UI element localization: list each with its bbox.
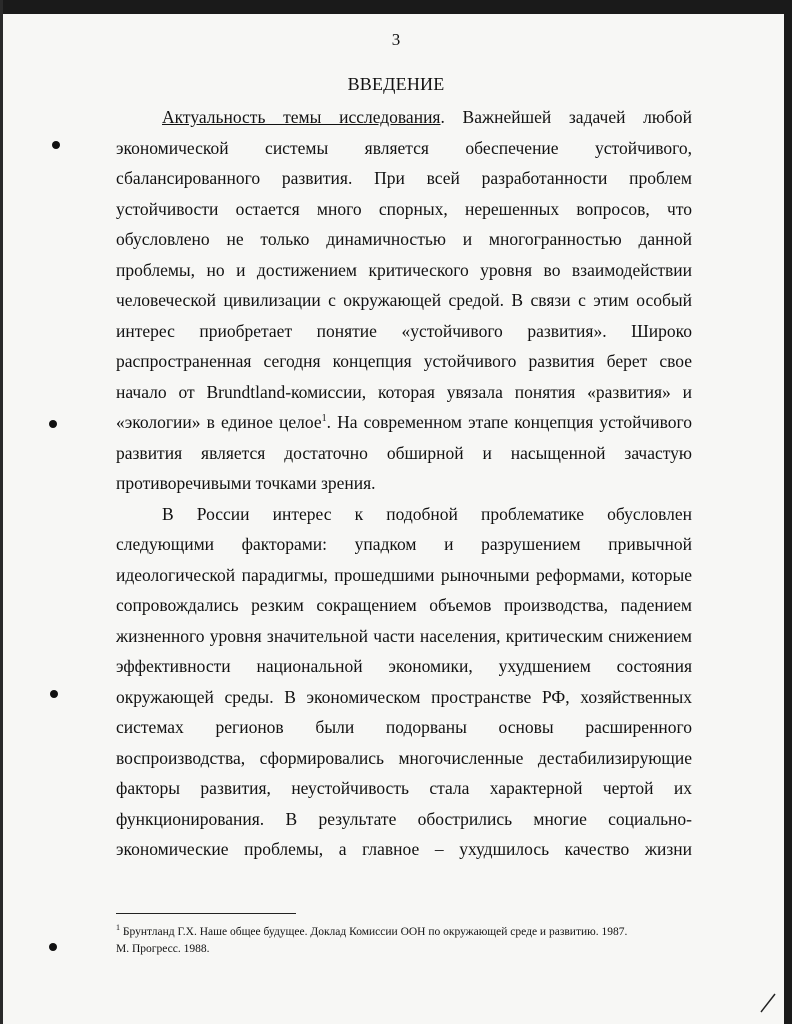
paragraph-2-line: факторы развития, неустойчивость стала характерной чертой их [116, 778, 692, 798]
paragraph-2-line: эффективности национальной экономики, ухудшением состояния [116, 656, 692, 676]
footnote-number: 1 [116, 923, 120, 932]
section-heading: ВВЕДЕНИЕ [347, 74, 445, 94]
punch-hole-mark [52, 141, 60, 149]
paragraph-2-line: окружающей среды. В экономическом пространстве РФ, хозяйственных [116, 686, 692, 707]
paragraph-2-line: В России интерес к подобной проблематике обусловлен [162, 503, 692, 524]
paragraph-1-line: противоречивыми точками зрения. [116, 473, 376, 493]
punch-hole-mark [49, 420, 57, 428]
paragraph-1-line: экономической системы является обеспечение устойчивого, [116, 137, 692, 158]
paragraph-1-line: сбалансированного развития. При всей разработанности проблем [116, 168, 692, 188]
footnote-reference[interactable]: 1 [321, 413, 327, 424]
paragraph-2-line: функционирования. В результате обострились многие социально- [116, 808, 692, 829]
paragraph-1-line: распространенная сегодня концепция устойчивого развития берет свое [116, 351, 692, 371]
paragraph-1-line: обусловлено не только динамичностью и многогранностью данной [116, 229, 692, 249]
topic-relevance-label: Актуальность темы исследования [162, 107, 441, 127]
paragraph-2-line: воспроизводства, сформировались многочисленные дестабилизирующие [116, 747, 692, 768]
footnote-line: М. Прогресс. 1988. [116, 943, 210, 955]
scan-corner-mark [758, 992, 778, 1014]
scan-border-right [784, 0, 792, 1024]
scan-border-top [0, 0, 792, 14]
paragraph-2-line: сопровождались резким сокращением объемов производства, падением [116, 595, 692, 615]
page-number: 3 [391, 30, 401, 49]
scan-border-left [0, 0, 3, 1024]
paragraph-1-line: Актуальность темы исследования. Важнейшей задачей любой [162, 107, 693, 127]
paragraph-1-line: начало от Brundtland-комиссии, которая увязала понятия «развития» и [116, 381, 692, 402]
footnote-line: $^1$ Брунтланд Г.Х. Наше общее будущее. Доклад Комиссии ООН по окружающей среде и развитию. 1987. [116, 923, 628, 938]
paragraph-2-line: следующими факторами: упадком и разрушением привычной [116, 534, 692, 554]
punch-hole-mark [50, 690, 58, 698]
footnote-divider [116, 913, 296, 914]
paragraph-1-line: интерес приобретает понятие «устойчивого развития». Широко [116, 320, 692, 341]
paragraph-2-line: жизненного уровня значительной части населения, критическим снижением [116, 625, 692, 646]
punch-hole-mark [49, 943, 57, 951]
paragraph-2-line: экономические проблемы, а главное – ухудшилось качество жизни [116, 839, 692, 859]
paragraph-1-line: проблемы, но и достижением критического уровня во взаимодействии [116, 259, 692, 280]
paragraph-1-line: устойчивости остается много спорных, нерешенных вопросов, что [116, 198, 692, 219]
paragraph-2-line: идеологической парадигмы, прошедшими рыночными реформами, которые [116, 564, 692, 585]
paragraph-1-line: развития является достаточно обширной и насыщенной зачастую [116, 442, 692, 463]
paragraph-1-line: «экологии» в единое целое$^1$. На современном этапе концепция устойчивого [116, 412, 692, 432]
paragraph-1-line: человеческой цивилизации с окружающей средой. В связи с этим особый [116, 290, 692, 310]
paragraph-2-line: системах регионов были подорваны основы расширенного [116, 717, 692, 737]
body-text [116, 102, 692, 865]
footnote [116, 924, 696, 958]
